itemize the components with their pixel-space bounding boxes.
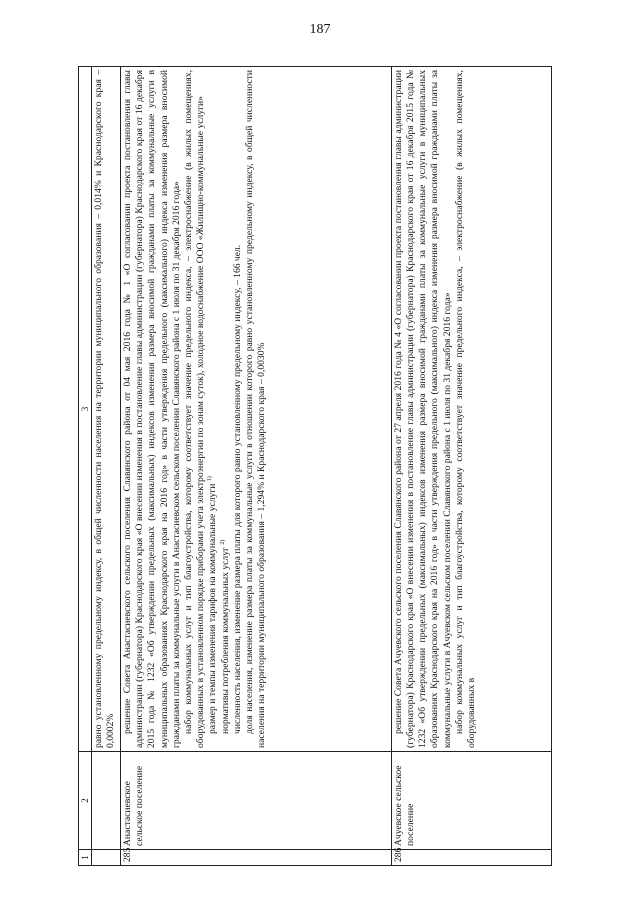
footnote-mark-1: 1) [207,476,214,482]
settlement-name: Анастасиевское сельское поселение [121,752,392,850]
header-col-2: 2 [79,752,92,850]
decision-paragraph: решение Совета Анастасиевского сельского поселения Славянского района от 04 мая 2016 года № 1 «О согласовании проекта постановления главы администрации (губернатора) Краснодарского края «О внесении изменения в постановление главы администрации (губернатора) Краснодарского края от 16 декабря 2015 года № 1232 «Об утверждении предельных (максимальных) индексов изменения размера вносимой гражданами платы за коммунальные услуги в муниципальных образованиях Краснодарского края на 2016 год» в части утверждения предельного (максимального) индекса изменения размера вносимой гражданами платы за коммунальные услуги в Анастасиевском сельском поселении Славянского района с 1 июля по 31 декабря 2016 года» [122,70,182,748]
row-number: 286 [391,850,551,866]
continuation-text [92,67,121,752]
continuation-row [92,67,121,866]
table-row-286 [391,67,551,866]
settlement-name: Ачуевское сельское поселение [391,752,551,850]
decision-paragraph: решение Совета Ачуевского сельского поселения Славянского района от 27 апреля 2016 года № 4 «О согласовании проекта постановления главы администрации (губернатора) Краснодарского края «О внесении изменения в постановление главы администрации (губернатора) Краснодарского края от 16 декабря 2015 года № 1232 «Об утверждении предельных (максимальных) индексов изменения размера вносимой гражданами платы за коммунальные услуги в муниципальных образованиях Краснодарского края на 2016 год» в части утверждения предельного (максимального) индекса изменения размера вносимой гражданами платы за коммунальные услуги в Ачуевском сельском поселении Славянского района с 1 июля по 31 декабря 2016 года» [392,70,453,748]
row-number: 285 [121,850,392,866]
continuation-paragraph: равно установленному предельному индексу, в общей численности населения на территории муниципального образования – 0,014% и Краснодарского края – 0,0002% [93,70,117,748]
page-number: 187 [309,22,331,37]
header-col-1: 1 [79,850,92,866]
share-paragraph: доля населения, изменение размера платы за коммунальные услуги в отношении которого равно установленному предельному индексу, в общей численности населения на территории муниципального образования – 1,294% и Краснодарского края – 0,0030% [244,70,268,748]
population-paragraph: численность населения, изменение размера платы для которого равно установленному предельному индексу, – 166 чел. [231,244,243,734]
row-description [121,67,392,752]
tariff-table [78,66,552,866]
header-col-3: 3 [79,67,92,752]
services-paragraph: набор коммунальных услуг и тип благоустройства, которому соответствует значение предельного индекса, – электроснабжение (в жилых помещениях, оборудованных в установленном порядке приборами учета электроэнергии по зонам суток), холодное водоснабжение ООО «Жилищно-коммунальные услуги» [183,70,207,748]
tariffs-paragraph [207,70,219,748]
norms-text: нормативы потребления коммунальных услуг [219,547,231,734]
header-row [79,67,92,866]
norms-paragraph [220,70,232,748]
table-row-285 [121,67,392,866]
row-description [391,67,551,752]
footnote-mark-2: 2) [219,539,226,545]
rotated-table-frame [78,66,552,866]
tariffs-text: размер и темпы изменения тарифов на коммунальные услуги [207,483,219,734]
continuation-name [92,752,121,850]
services-paragraph: набор коммунальных услуг и тип благоустройства, которому соответствует значение предельного индекса, – электроснабжение (в жилых помещениях, оборудованных в [453,70,477,748]
continuation-num [92,850,121,866]
